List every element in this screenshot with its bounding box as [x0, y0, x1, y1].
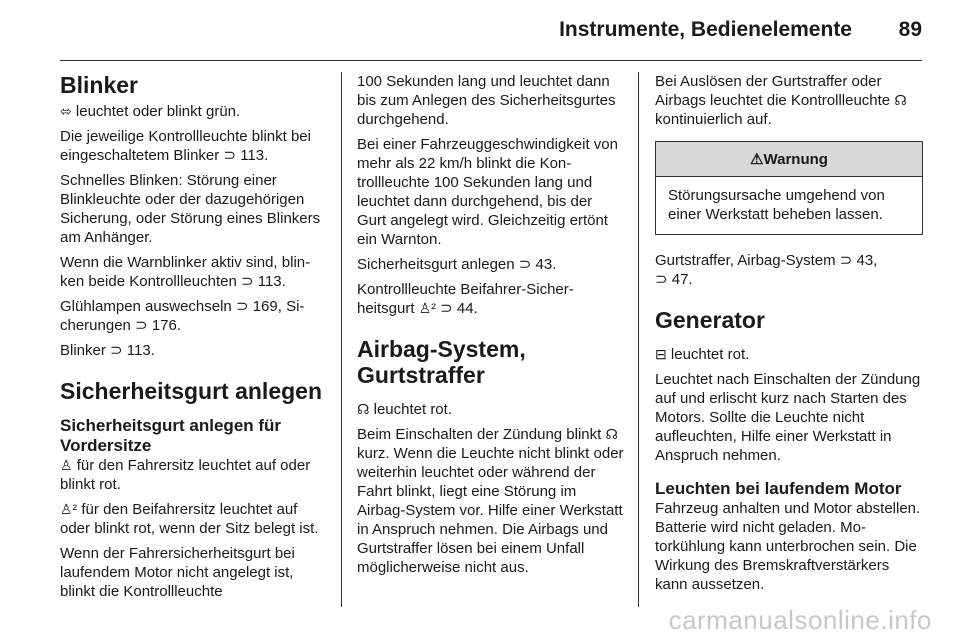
battery-icon: ⊟ — [655, 346, 667, 362]
heading-sicherheitsgurt: Sicherheitsgurt anlegen — [60, 378, 323, 404]
airbag-icon: ☊ — [894, 92, 907, 108]
paragraph: Gurtstraffer, Airbag-System ⊃ 43, ⊃ 47. — [655, 252, 878, 288]
paragraph: ☊ leuchtet rot. — [357, 401, 452, 418]
passenger-seatbelt-icon: ♙² — [418, 300, 436, 316]
paragraph: Bei Auslösen der Gurtstraffer oder Airbags leuchtet die Kontrollleuchte ☊ kontinuierlich auf. — [655, 73, 907, 128]
reference-arrow-icon: ⊃ — [655, 271, 668, 288]
paragraph: ⊟ leuchtet rot. — [655, 346, 750, 363]
page-number: 89 — [898, 18, 922, 41]
seatbelt-icon: ♙ — [60, 457, 73, 473]
paragraph: Fahrzeug anhalten und Motor abstellen. Batterie wird nicht geladen. Motorkühlung kann unterbrochen sein. Die Wirkung des Bremskraftverstärkers kann aussetzen. — [655, 500, 921, 593]
passenger-seatbelt-icon: ♙² — [60, 501, 78, 517]
column-1 — [60, 72, 328, 607]
reference-arrow-icon: ⊃ — [110, 342, 123, 359]
subheading-laufender-motor: Leuchten bei laufendem Motor — [655, 479, 902, 498]
paragraph: Kontrollleuchte Beifahrer-Sicherheitsgurt ♙² ⊃ 44. — [357, 281, 574, 317]
column-3 — [655, 72, 923, 600]
paragraph: Blinker ⊃ 113. — [60, 342, 155, 359]
turn-signal-icon: ⬄ — [60, 103, 72, 119]
airbag-icon: ☊ — [605, 426, 618, 442]
watermark: carmanualsonline.info — [668, 605, 932, 635]
column-2 — [357, 72, 625, 583]
paragraph: Glühlampen auswechseln ⊃ 169, Sicherungen ⊃ 176. — [60, 298, 305, 334]
column-divider-2 — [638, 72, 639, 607]
reference-arrow-icon: ⊃ — [839, 252, 853, 269]
paragraph: ⬄ leuchtet oder blinkt grün. — [60, 103, 241, 120]
warning-box — [655, 141, 923, 235]
warning-triangle-icon: ⚠ — [750, 151, 764, 168]
paragraph: Wenn die Warnblinker aktiv sind, blinken beide Kontrollleuchten ⊃ 113. — [60, 254, 311, 290]
airbag-icon: ☊ — [357, 401, 370, 417]
paragraph: Sicherheitsgurt anlegen ⊃ 43. — [357, 256, 557, 273]
paragraph: ♙² für den Beifahrersitz leuchtet auf oder blinkt rot, wenn der Sitz belegt ist. — [60, 501, 319, 537]
reference-arrow-icon: ⊃ — [240, 273, 254, 290]
subheading-vordersitze: Sicherheitsgurt anlegen für Vordersitze — [60, 416, 282, 455]
paragraph: Bei einer Fahrzeuggeschwindigkeit von mehr als 22 km/h blinkt die Kontrollleuchte 100 Sekunden lang und leuchtet dann durchgehend, bis der Gurt angelegt wird. Gleichzeitig ertönt ein Warnton. — [357, 136, 618, 248]
paragraph: ♙ für den Fahrersitz leuchtet auf oder blinkt rot. — [60, 457, 311, 493]
paragraph: Beim Einschalten der Zündung blinkt ☊ kurz. Wenn die Leuchte nicht blinkt oder weiterhin leuchtet oder während der Fahrt blinkt, liegt eine Störung im Airbag-System vor. Hilfe einer Werkstatt in Anspruch nehmen. Die Airbags und Gurtstraffer lösen bei einem Unfall möglicherweise nicht aus. — [357, 426, 624, 576]
reference-arrow-icon: ⊃ — [135, 317, 148, 334]
heading-generator: Generator — [655, 307, 765, 333]
reference-arrow-icon: ⊃ — [223, 147, 237, 164]
reference-arrow-icon: ⊃ — [440, 300, 453, 317]
heading-blinker: Blinker — [60, 72, 138, 98]
warning-text: Störungsursache umgehend von einer Werkstatt beheben lassen. — [668, 187, 885, 223]
chapter-title: Instrumente, Bedienelemente — [559, 18, 852, 41]
paragraph: Wenn der Fahrersicherheitsgurt bei laufendem Motor nicht angelegt ist, blinkt die Kontrollleuchte — [60, 545, 295, 600]
page-header — [60, 0, 922, 61]
paragraph: 100 Sekunden lang und leuchtet dann bis zum Anlegen des Sicherheitsgurtes durchgehend. — [357, 73, 616, 128]
paragraph: Leuchtet nach Einschalten der Zündung auf und erlischt kurz nach Starten des Motors. Sollte die Leuchte nicht aufleuchten, Hilfe einer Werkstatt in Anspruch nehmen. — [655, 371, 921, 464]
heading-airbag: Airbag-System, Gurtstraffer — [357, 336, 526, 388]
column-divider-1 — [341, 72, 342, 607]
warning-header: ⚠Warnung — [656, 142, 922, 177]
paragraph: Schnelles Blinken: Störung einer Blinkleuchte oder der dazugehörigen Sicherung, oder Störung eines Blinkers am Anhänger. — [60, 172, 321, 246]
paragraph: Die jeweilige Kontrollleuchte blinkt bei eingeschaltetem Blinker ⊃ 113. — [60, 128, 311, 164]
reference-arrow-icon: ⊃ — [518, 256, 532, 273]
reference-arrow-icon: ⊃ — [235, 298, 249, 315]
